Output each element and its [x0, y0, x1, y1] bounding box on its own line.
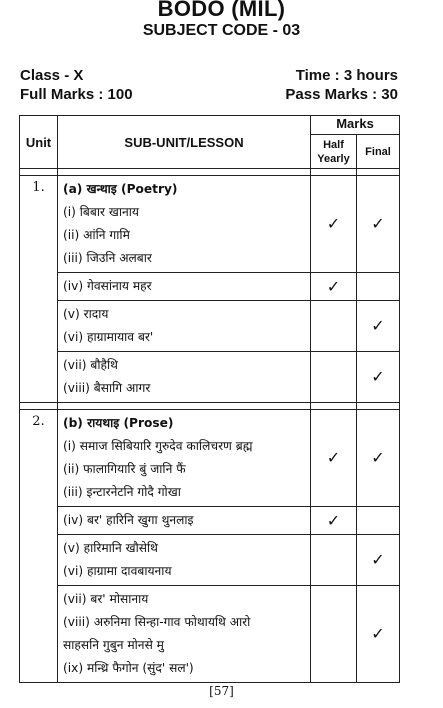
lesson-header: SUB-UNIT/LESSON — [58, 116, 311, 169]
half-yearly-line2: Yearly — [317, 152, 350, 165]
tick-mark: ✓ — [326, 450, 341, 467]
subject-code: SUBJECT CODE - 03 — [142, 22, 301, 39]
full-marks-label: Full Marks : 100 — [20, 86, 133, 103]
time-label: Time : 3 hours — [295, 67, 398, 84]
tick-mark: ✓ — [371, 216, 385, 233]
spacer-cell — [58, 403, 311, 410]
syllabus-table — [19, 115, 400, 683]
tick-mark: ✓ — [326, 216, 341, 233]
half-yearly-cell — [311, 273, 357, 301]
lesson-item: (v) हारिमानि खौसेथि — [63, 541, 158, 555]
lesson-item: (iii) इन्टारनेटनि गोदै गोखा — [63, 485, 181, 499]
unit-number-text: 2. — [32, 414, 45, 429]
page-number: [57] — [209, 684, 234, 698]
half-yearly-cell — [311, 301, 357, 352]
tick-mark: ✓ — [371, 318, 385, 335]
lesson-item: (ix) मन्थ्रि फैगोन (सुंद' सल') — [63, 661, 194, 675]
lesson-item: (ii) फालागियारि बुं जानि फैं — [63, 462, 186, 476]
lesson-list — [58, 507, 311, 535]
tick-mark: ✓ — [371, 626, 385, 643]
lesson-item: (vi) हाग्रामायाव बर' — [63, 330, 154, 344]
lesson-item: (ii) आंनि गामि — [63, 228, 130, 242]
lesson-group-row — [20, 507, 400, 535]
unit-spacer — [20, 403, 400, 410]
lesson-list — [58, 586, 311, 683]
lesson-item: (iii) जिउनि अलबार — [63, 251, 152, 265]
lesson-list — [58, 273, 311, 301]
unit-header: Unit — [20, 116, 58, 169]
spacer-cell — [58, 169, 311, 176]
tick-mark: ✓ — [371, 450, 385, 467]
section-heading: (b) रायथाइ (Prose) — [63, 416, 174, 430]
unit-number — [20, 176, 58, 403]
half-yearly-line1: Half — [323, 138, 344, 151]
half-yearly-cell — [311, 535, 357, 586]
final-cell — [357, 586, 400, 683]
pass-marks-label: Pass Marks : 30 — [285, 86, 398, 103]
lesson-item: (i) बिबार खानाय — [63, 205, 139, 219]
spacer-cell — [20, 169, 58, 176]
final-cell — [357, 352, 400, 403]
lesson-list — [58, 352, 311, 403]
tick-mark: ✓ — [371, 369, 385, 386]
spacer-cell — [357, 169, 400, 176]
unit-number — [20, 410, 58, 683]
lesson-item: (viii) बैसागि आगर — [63, 381, 151, 395]
section-heading: (a) खन्थाइ (Poetry) — [63, 182, 178, 196]
lesson-group-row — [20, 301, 400, 352]
lesson-group-row — [20, 176, 400, 273]
half-yearly-cell — [311, 410, 357, 507]
final-cell — [357, 535, 400, 586]
lesson-list — [58, 301, 311, 352]
tick-mark: ✓ — [326, 512, 341, 530]
half-yearly-header — [311, 135, 357, 169]
marks-header: Marks — [311, 116, 400, 135]
lesson-group-row — [20, 352, 400, 403]
document-title: BODO (MIL) — [157, 0, 286, 21]
class-label: Class - X — [20, 67, 84, 84]
lesson-item: (v) रादाय — [63, 307, 109, 321]
lesson-group-row — [20, 586, 400, 683]
lesson-group-row — [20, 273, 400, 301]
spacer-cell — [311, 169, 357, 176]
final-header: Final — [357, 135, 400, 169]
half-yearly-cell — [311, 352, 357, 403]
spacer-cell — [20, 403, 58, 410]
tick-mark: ✓ — [326, 278, 341, 296]
half-yearly-cell — [311, 507, 357, 535]
lesson-item: (i) समाज सिबियारि गुरुदेव कालिचरण ब्रह्म — [63, 439, 253, 453]
lesson-item: (viii) अरुनिमा सिन्हा-गाव फोथायथि आरो — [63, 615, 251, 629]
final-cell — [357, 507, 400, 535]
final-cell — [357, 273, 400, 301]
lesson-item: (iv) गेवसांनाय महर — [63, 279, 152, 293]
lesson-list — [58, 410, 311, 507]
lesson-item: (iv) बर' हारिनि खुगा थुनलाइ — [63, 513, 194, 527]
tick-mark: ✓ — [371, 552, 385, 569]
final-cell — [357, 176, 400, 273]
spacer-cell — [357, 403, 400, 410]
lesson-list — [58, 176, 311, 273]
lesson-list — [58, 535, 311, 586]
lesson-item: (vii) बौहैथि — [63, 358, 118, 372]
half-yearly-cell — [311, 586, 357, 683]
lesson-item: साहसनि गुबुन मोनसे मु — [63, 638, 164, 652]
lesson-group-row — [20, 410, 400, 507]
half-yearly-cell — [311, 176, 357, 273]
final-cell — [357, 410, 400, 507]
lesson-item: (vi) हाग्रामा दावबायनाय — [63, 564, 172, 578]
unit-spacer — [20, 169, 400, 176]
final-cell — [357, 301, 400, 352]
lesson-group-row — [20, 535, 400, 586]
unit-number-text: 1. — [32, 180, 45, 195]
lesson-item: (vii) बर' मोसानाय — [63, 592, 149, 606]
spacer-cell — [311, 403, 357, 410]
